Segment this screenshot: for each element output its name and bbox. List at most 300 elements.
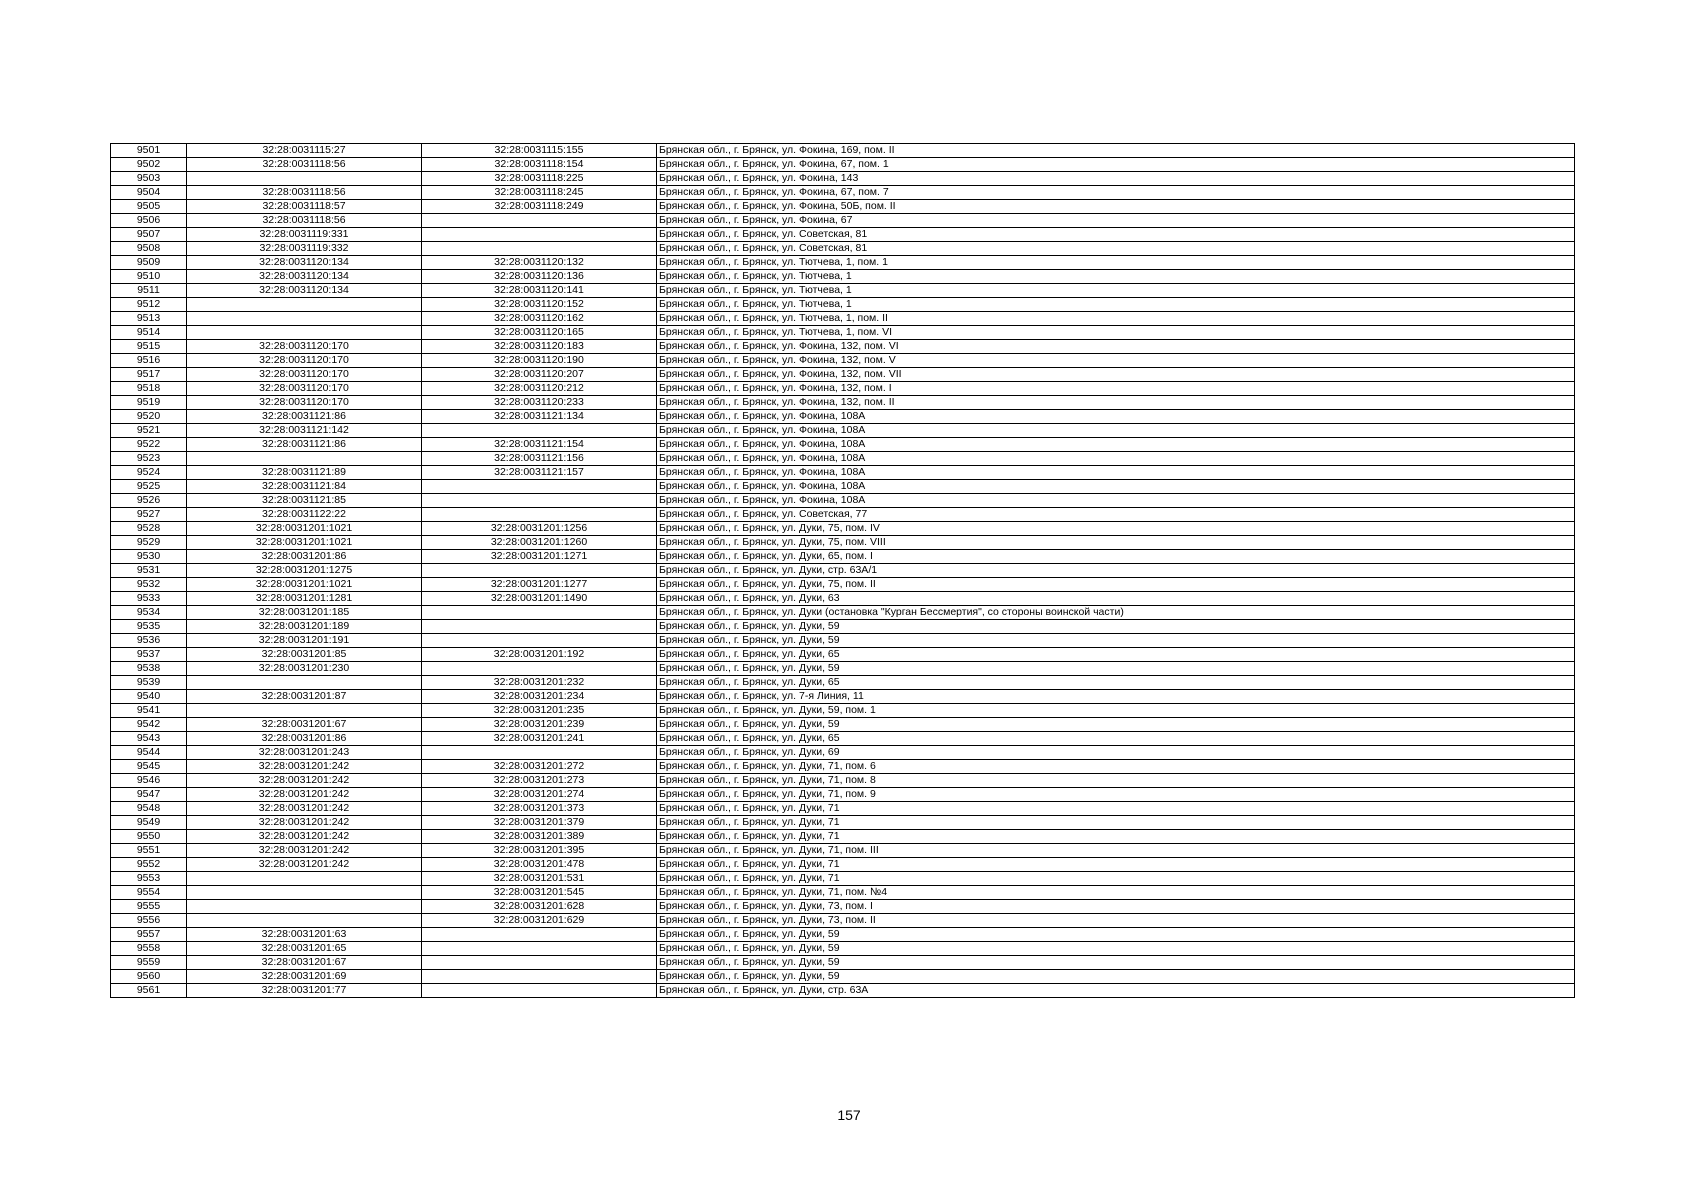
table-row	[111, 536, 1575, 550]
row-number-cell: 9503	[111, 172, 187, 186]
table-row	[111, 354, 1575, 368]
row-number-cell: 9501	[111, 144, 187, 158]
table-row	[111, 620, 1575, 634]
row-number-cell: 9523	[111, 452, 187, 466]
cadastral-number-cell	[422, 662, 657, 676]
cadastral-number-cell: 32:28:0031121:157	[422, 466, 657, 480]
row-number-cell: 9537	[111, 648, 187, 662]
row-number-cell: 9555	[111, 900, 187, 914]
parent-cadastral-number-cell: 32:28:0031201:242	[187, 844, 422, 858]
table-row	[111, 172, 1575, 186]
row-number-cell: 9545	[111, 760, 187, 774]
cadastral-number-cell: 32:28:0031201:628	[422, 900, 657, 914]
table-row	[111, 438, 1575, 452]
address-cell: Брянская обл., г. Брянск, ул. Дуки, 59	[657, 970, 1575, 984]
parent-cadastral-number-cell	[187, 914, 422, 928]
parent-cadastral-number-cell: 32:28:0031201:67	[187, 718, 422, 732]
row-number-cell: 9529	[111, 536, 187, 550]
address-cell: Брянская обл., г. Брянск, ул. Дуки, 71	[657, 802, 1575, 816]
cadastral-number-cell: 32:28:0031201:1271	[422, 550, 657, 564]
row-number-cell: 9561	[111, 984, 187, 998]
row-number-cell: 9543	[111, 732, 187, 746]
parent-cadastral-number-cell	[187, 676, 422, 690]
parent-cadastral-number-cell: 32:28:0031201:230	[187, 662, 422, 676]
parent-cadastral-number-cell: 32:28:0031201:1281	[187, 592, 422, 606]
table-row	[111, 550, 1575, 564]
table-row	[111, 578, 1575, 592]
table-row	[111, 480, 1575, 494]
cadastral-number-cell: 32:28:0031121:154	[422, 438, 657, 452]
address-cell: Брянская обл., г. Брянск, ул. Фокина, 67	[657, 214, 1575, 228]
cadastral-number-cell: 32:28:0031201:1260	[422, 536, 657, 550]
cadastral-number-cell	[422, 634, 657, 648]
cadastral-number-cell: 32:28:0031201:1256	[422, 522, 657, 536]
parent-cadastral-number-cell: 32:28:0031201:67	[187, 956, 422, 970]
row-number-cell: 9534	[111, 606, 187, 620]
table-row	[111, 914, 1575, 928]
address-cell: Брянская обл., г. Брянск, ул. Фокина, 132, пом. V	[657, 354, 1575, 368]
table-row	[111, 326, 1575, 340]
cadastral-number-cell: 32:28:0031201:241	[422, 732, 657, 746]
table-row	[111, 382, 1575, 396]
table-row	[111, 340, 1575, 354]
cadastral-number-cell: 32:28:0031201:1490	[422, 592, 657, 606]
parent-cadastral-number-cell: 32:28:0031120:134	[187, 284, 422, 298]
row-number-cell: 9548	[111, 802, 187, 816]
cadastral-number-cell: 32:28:0031118:245	[422, 186, 657, 200]
table-row	[111, 662, 1575, 676]
address-cell: Брянская обл., г. Брянск, ул. Дуки, 59	[657, 634, 1575, 648]
cadastral-number-cell: 32:28:0031118:154	[422, 158, 657, 172]
table-row	[111, 410, 1575, 424]
address-cell: Брянская обл., г. Брянск, ул. Тютчева, 1, пом. II	[657, 312, 1575, 326]
parent-cadastral-number-cell: 32:28:0031121:142	[187, 424, 422, 438]
row-number-cell: 9524	[111, 466, 187, 480]
parent-cadastral-number-cell: 32:28:0031118:57	[187, 200, 422, 214]
row-number-cell: 9525	[111, 480, 187, 494]
parent-cadastral-number-cell: 32:28:0031201:242	[187, 858, 422, 872]
address-cell: Брянская обл., г. Брянск, ул. Тютчева, 1, пом. 1	[657, 256, 1575, 270]
table-row	[111, 522, 1575, 536]
address-cell: Брянская обл., г. Брянск, ул. Дуки, 69	[657, 746, 1575, 760]
cadastral-number-cell: 32:28:0031118:225	[422, 172, 657, 186]
address-cell: Брянская обл., г. Брянск, ул. Фокина, 108А	[657, 438, 1575, 452]
row-number-cell: 9540	[111, 690, 187, 704]
table-row	[111, 144, 1575, 158]
cadastral-number-cell	[422, 494, 657, 508]
address-cell: Брянская обл., г. Брянск, ул. Фокина, 132, пом. VI	[657, 340, 1575, 354]
row-number-cell: 9536	[111, 634, 187, 648]
address-cell: Брянская обл., г. Брянск, ул. Дуки, 75, пом. II	[657, 578, 1575, 592]
table-row	[111, 844, 1575, 858]
cadastral-number-cell: 32:28:0031121:156	[422, 452, 657, 466]
parent-cadastral-number-cell	[187, 326, 422, 340]
row-number-cell: 9546	[111, 774, 187, 788]
table-row	[111, 284, 1575, 298]
table-row	[111, 900, 1575, 914]
parent-cadastral-number-cell: 32:28:0031120:170	[187, 340, 422, 354]
parent-cadastral-number-cell: 32:28:0031121:86	[187, 410, 422, 424]
parent-cadastral-number-cell: 32:28:0031201:242	[187, 816, 422, 830]
parent-cadastral-number-cell	[187, 872, 422, 886]
table-row	[111, 214, 1575, 228]
parent-cadastral-number-cell: 32:28:0031201:77	[187, 984, 422, 998]
parent-cadastral-number-cell: 32:28:0031201:69	[187, 970, 422, 984]
table-row	[111, 928, 1575, 942]
cadastral-number-cell	[422, 564, 657, 578]
address-cell: Брянская обл., г. Брянск, ул. Советская, 77	[657, 508, 1575, 522]
parent-cadastral-number-cell: 32:28:0031201:1021	[187, 536, 422, 550]
row-number-cell: 9550	[111, 830, 187, 844]
parent-cadastral-number-cell: 32:28:0031119:332	[187, 242, 422, 256]
address-cell: Брянская обл., г. Брянск, ул. Тютчева, 1	[657, 298, 1575, 312]
table-row	[111, 634, 1575, 648]
row-number-cell: 9539	[111, 676, 187, 690]
parent-cadastral-number-cell: 32:28:0031201:85	[187, 648, 422, 662]
address-cell: Брянская обл., г. Брянск, ул. Дуки (остановка "Курган Бессмертия", со стороны воинской части)	[657, 606, 1575, 620]
address-cell: Брянская обл., г. Брянск, ул. Дуки, 73, пом. I	[657, 900, 1575, 914]
parent-cadastral-number-cell	[187, 298, 422, 312]
row-number-cell: 9547	[111, 788, 187, 802]
address-cell: Брянская обл., г. Брянск, ул. Дуки, 71	[657, 858, 1575, 872]
row-number-cell: 9514	[111, 326, 187, 340]
cadastral-number-cell: 32:28:0031201:192	[422, 648, 657, 662]
address-cell: Брянская обл., г. Брянск, ул. Дуки, 71, пом. 6	[657, 760, 1575, 774]
cadastral-number-cell: 32:28:0031201:373	[422, 802, 657, 816]
row-number-cell: 9507	[111, 228, 187, 242]
address-cell: Брянская обл., г. Брянск, ул. Тютчева, 1	[657, 270, 1575, 284]
address-cell: Брянская обл., г. Брянск, ул. Дуки, 71	[657, 816, 1575, 830]
address-cell: Брянская обл., г. Брянск, ул. Фокина, 50Б, пом. II	[657, 200, 1575, 214]
cadastral-number-cell: 32:28:0031201:273	[422, 774, 657, 788]
row-number-cell: 9516	[111, 354, 187, 368]
cadastral-number-cell: 32:28:0031118:249	[422, 200, 657, 214]
cadastral-number-cell	[422, 606, 657, 620]
table-row	[111, 256, 1575, 270]
cadastral-number-cell	[422, 214, 657, 228]
cadastral-number-cell: 32:28:0031120:212	[422, 382, 657, 396]
row-number-cell: 9505	[111, 200, 187, 214]
cadastral-number-cell: 32:28:0031120:207	[422, 368, 657, 382]
address-cell: Брянская обл., г. Брянск, ул. Дуки, 75, пом. IV	[657, 522, 1575, 536]
cadastral-number-cell: 32:28:0031201:478	[422, 858, 657, 872]
table-row	[111, 466, 1575, 480]
parent-cadastral-number-cell: 32:28:0031121:84	[187, 480, 422, 494]
cadastral-number-cell	[422, 228, 657, 242]
row-number-cell: 9551	[111, 844, 187, 858]
table-row	[111, 858, 1575, 872]
row-number-cell: 9538	[111, 662, 187, 676]
parent-cadastral-number-cell: 32:28:0031201:63	[187, 928, 422, 942]
row-number-cell: 9559	[111, 956, 187, 970]
parent-cadastral-number-cell: 32:28:0031201:189	[187, 620, 422, 634]
row-number-cell: 9504	[111, 186, 187, 200]
table-row	[111, 606, 1575, 620]
parent-cadastral-number-cell: 32:28:0031201:242	[187, 802, 422, 816]
address-cell: Брянская обл., г. Брянск, ул. Дуки, стр. 63А	[657, 984, 1575, 998]
row-number-cell: 9533	[111, 592, 187, 606]
page-number: 157	[837, 1107, 861, 1123]
cadastral-number-cell: 32:28:0031201:232	[422, 676, 657, 690]
parent-cadastral-number-cell: 32:28:0031115:27	[187, 144, 422, 158]
address-cell: Брянская обл., г. Брянск, ул. Фокина, 108А	[657, 452, 1575, 466]
address-cell: Брянская обл., г. Брянск, ул. Дуки, 63	[657, 592, 1575, 606]
row-number-cell: 9544	[111, 746, 187, 760]
table-row	[111, 186, 1575, 200]
row-number-cell: 9528	[111, 522, 187, 536]
table-row	[111, 270, 1575, 284]
parent-cadastral-number-cell: 32:28:0031201:86	[187, 732, 422, 746]
row-number-cell: 9530	[111, 550, 187, 564]
table-row	[111, 298, 1575, 312]
address-cell: Брянская обл., г. Брянск, ул. Дуки, 75, пом. VIII	[657, 536, 1575, 550]
table-row	[111, 984, 1575, 998]
parent-cadastral-number-cell	[187, 172, 422, 186]
cadastral-number-cell: 32:28:0031121:134	[422, 410, 657, 424]
parent-cadastral-number-cell	[187, 452, 422, 466]
row-number-cell: 9512	[111, 298, 187, 312]
table-row	[111, 816, 1575, 830]
cadastral-number-cell: 32:28:0031201:235	[422, 704, 657, 718]
row-number-cell: 9558	[111, 942, 187, 956]
table-row	[111, 494, 1575, 508]
address-cell: Брянская обл., г. Брянск, ул. Фокина, 169, пом. II	[657, 144, 1575, 158]
cadastral-number-cell	[422, 984, 657, 998]
cadastral-number-cell	[422, 480, 657, 494]
table-row	[111, 970, 1575, 984]
table-row	[111, 830, 1575, 844]
address-cell: Брянская обл., г. Брянск, ул. Дуки, стр. 63А/1	[657, 564, 1575, 578]
address-cell: Брянская обл., г. Брянск, ул. Фокина, 108А	[657, 494, 1575, 508]
address-cell: Брянская обл., г. Брянск, ул. Дуки, 65	[657, 648, 1575, 662]
cadastral-number-cell: 32:28:0031201:531	[422, 872, 657, 886]
address-cell: Брянская обл., г. Брянск, ул. Фокина, 143	[657, 172, 1575, 186]
table-row	[111, 564, 1575, 578]
address-cell: Брянская обл., г. Брянск, ул. 7-я Линия, 11	[657, 690, 1575, 704]
table-row	[111, 368, 1575, 382]
row-number-cell: 9541	[111, 704, 187, 718]
parent-cadastral-number-cell: 32:28:0031122:22	[187, 508, 422, 522]
row-number-cell: 9557	[111, 928, 187, 942]
parent-cadastral-number-cell: 32:28:0031121:85	[187, 494, 422, 508]
cadastral-number-cell	[422, 242, 657, 256]
address-cell: Брянская обл., г. Брянск, ул. Дуки, 71, пом. 9	[657, 788, 1575, 802]
parent-cadastral-number-cell: 32:28:0031120:170	[187, 396, 422, 410]
row-number-cell: 9506	[111, 214, 187, 228]
table-row	[111, 774, 1575, 788]
parent-cadastral-number-cell: 32:28:0031201:191	[187, 634, 422, 648]
address-cell: Брянская обл., г. Брянск, ул. Дуки, 59	[657, 942, 1575, 956]
parent-cadastral-number-cell: 32:28:0031201:242	[187, 830, 422, 844]
row-number-cell: 9511	[111, 284, 187, 298]
parent-cadastral-number-cell: 32:28:0031120:170	[187, 368, 422, 382]
address-cell: Брянская обл., г. Брянск, ул. Дуки, 73, пом. II	[657, 914, 1575, 928]
cadastral-number-cell: 32:28:0031120:183	[422, 340, 657, 354]
row-number-cell: 9520	[111, 410, 187, 424]
parent-cadastral-number-cell: 32:28:0031201:1275	[187, 564, 422, 578]
address-cell: Брянская обл., г. Брянск, ул. Дуки, 59	[657, 928, 1575, 942]
row-number-cell: 9527	[111, 508, 187, 522]
parent-cadastral-number-cell	[187, 704, 422, 718]
address-cell: Брянская обл., г. Брянск, ул. Тютчева, 1	[657, 284, 1575, 298]
cadastral-number-cell: 32:28:0031201:234	[422, 690, 657, 704]
cadastral-number-cell: 32:28:0031201:272	[422, 760, 657, 774]
address-cell: Брянская обл., г. Брянск, ул. Фокина, 67, пом. 1	[657, 158, 1575, 172]
parent-cadastral-number-cell: 32:28:0031120:134	[187, 270, 422, 284]
table-body	[111, 144, 1575, 998]
parent-cadastral-number-cell: 32:28:0031201:86	[187, 550, 422, 564]
row-number-cell: 9560	[111, 970, 187, 984]
row-number-cell: 9508	[111, 242, 187, 256]
table-row	[111, 872, 1575, 886]
cadastral-number-cell	[422, 942, 657, 956]
table-row	[111, 648, 1575, 662]
parent-cadastral-number-cell: 32:28:0031120:170	[187, 354, 422, 368]
table-row	[111, 718, 1575, 732]
cadastral-number-cell: 32:28:0031120:165	[422, 326, 657, 340]
address-cell: Брянская обл., г. Брянск, ул. Фокина, 132, пом. II	[657, 396, 1575, 410]
address-cell: Брянская обл., г. Брянск, ул. Дуки, 71, пом. №4	[657, 886, 1575, 900]
cadastral-number-cell	[422, 620, 657, 634]
cadastral-number-cell: 32:28:0031201:379	[422, 816, 657, 830]
cadastral-number-cell: 32:28:0031120:162	[422, 312, 657, 326]
cadastral-number-cell: 32:28:0031201:545	[422, 886, 657, 900]
table-row	[111, 592, 1575, 606]
row-number-cell: 9521	[111, 424, 187, 438]
parent-cadastral-number-cell	[187, 900, 422, 914]
table-row	[111, 424, 1575, 438]
address-cell: Брянская обл., г. Брянск, ул. Фокина, 108А	[657, 466, 1575, 480]
parent-cadastral-number-cell: 32:28:0031201:65	[187, 942, 422, 956]
cadastral-number-cell: 32:28:0031120:132	[422, 256, 657, 270]
row-number-cell: 9556	[111, 914, 187, 928]
cadastral-number-cell	[422, 746, 657, 760]
row-number-cell: 9502	[111, 158, 187, 172]
cadastral-number-cell: 32:28:0031201:395	[422, 844, 657, 858]
address-cell: Брянская обл., г. Брянск, ул. Дуки, 59, пом. 1	[657, 704, 1575, 718]
address-cell: Брянская обл., г. Брянск, ул. Дуки, 71	[657, 830, 1575, 844]
row-number-cell: 9552	[111, 858, 187, 872]
address-cell: Брянская обл., г. Брянск, ул. Тютчева, 1, пом. VI	[657, 326, 1575, 340]
cadastral-number-cell: 32:28:0031201:389	[422, 830, 657, 844]
row-number-cell: 9522	[111, 438, 187, 452]
address-cell: Брянская обл., г. Брянск, ул. Фокина, 132, пом. I	[657, 382, 1575, 396]
address-cell: Брянская обл., г. Брянск, ул. Дуки, 59	[657, 620, 1575, 634]
cadastral-number-cell: 32:28:0031120:141	[422, 284, 657, 298]
table-row	[111, 200, 1575, 214]
table-row	[111, 508, 1575, 522]
row-number-cell: 9515	[111, 340, 187, 354]
cadastral-number-cell: 32:28:0031201:274	[422, 788, 657, 802]
cadastral-number-cell: 32:28:0031120:136	[422, 270, 657, 284]
address-cell: Брянская обл., г. Брянск, ул. Дуки, 65, пом. I	[657, 550, 1575, 564]
parent-cadastral-number-cell: 32:28:0031121:86	[187, 438, 422, 452]
parent-cadastral-number-cell: 32:28:0031120:134	[187, 256, 422, 270]
parent-cadastral-number-cell: 32:28:0031201:1021	[187, 578, 422, 592]
cadastral-number-cell	[422, 424, 657, 438]
table-row	[111, 228, 1575, 242]
row-number-cell: 9532	[111, 578, 187, 592]
property-table	[110, 143, 1575, 998]
table-row	[111, 886, 1575, 900]
cadastral-number-cell	[422, 970, 657, 984]
parent-cadastral-number-cell: 32:28:0031118:56	[187, 186, 422, 200]
table-row	[111, 956, 1575, 970]
row-number-cell: 9518	[111, 382, 187, 396]
parent-cadastral-number-cell: 32:28:0031118:56	[187, 158, 422, 172]
table-row	[111, 732, 1575, 746]
parent-cadastral-number-cell	[187, 312, 422, 326]
parent-cadastral-number-cell: 32:28:0031201:1021	[187, 522, 422, 536]
address-cell: Брянская обл., г. Брянск, ул. Дуки, 59	[657, 956, 1575, 970]
address-cell: Брянская обл., г. Брянск, ул. Дуки, 65	[657, 676, 1575, 690]
address-cell: Брянская обл., г. Брянск, ул. Фокина, 108А	[657, 410, 1575, 424]
parent-cadastral-number-cell: 32:28:0031201:243	[187, 746, 422, 760]
parent-cadastral-number-cell: 32:28:0031201:242	[187, 760, 422, 774]
table-row	[111, 676, 1575, 690]
table-row	[111, 396, 1575, 410]
table-row	[111, 690, 1575, 704]
address-cell: Брянская обл., г. Брянск, ул. Дуки, 59	[657, 662, 1575, 676]
table-row	[111, 802, 1575, 816]
row-number-cell: 9531	[111, 564, 187, 578]
parent-cadastral-number-cell: 32:28:0031201:242	[187, 774, 422, 788]
row-number-cell: 9509	[111, 256, 187, 270]
table-row	[111, 760, 1575, 774]
cadastral-number-cell: 32:28:0031120:190	[422, 354, 657, 368]
parent-cadastral-number-cell: 32:28:0031201:242	[187, 788, 422, 802]
address-cell: Брянская обл., г. Брянск, ул. Дуки, 71, пом. 8	[657, 774, 1575, 788]
cadastral-number-cell: 32:28:0031120:152	[422, 298, 657, 312]
row-number-cell: 9519	[111, 396, 187, 410]
address-cell: Брянская обл., г. Брянск, ул. Фокина, 108А	[657, 424, 1575, 438]
address-cell: Брянская обл., г. Брянск, ул. Фокина, 108А	[657, 480, 1575, 494]
address-cell: Брянская обл., г. Брянск, ул. Дуки, 71	[657, 872, 1575, 886]
cadastral-number-cell: 32:28:0031201:1277	[422, 578, 657, 592]
row-number-cell: 9549	[111, 816, 187, 830]
row-number-cell: 9517	[111, 368, 187, 382]
table-row	[111, 312, 1575, 326]
address-cell: Брянская обл., г. Брянск, ул. Советская, 81	[657, 228, 1575, 242]
row-number-cell: 9526	[111, 494, 187, 508]
address-cell: Брянская обл., г. Брянск, ул. Дуки, 59	[657, 718, 1575, 732]
address-cell: Брянская обл., г. Брянск, ул. Фокина, 132, пом. VII	[657, 368, 1575, 382]
parent-cadastral-number-cell: 32:28:0031201:87	[187, 690, 422, 704]
cadastral-number-cell: 32:28:0031201:629	[422, 914, 657, 928]
parent-cadastral-number-cell	[187, 886, 422, 900]
table-row	[111, 452, 1575, 466]
parent-cadastral-number-cell: 32:28:0031118:56	[187, 214, 422, 228]
table-row	[111, 242, 1575, 256]
address-cell: Брянская обл., г. Брянск, ул. Дуки, 65	[657, 732, 1575, 746]
cadastral-number-cell: 32:28:0031201:239	[422, 718, 657, 732]
cadastral-number-cell: 32:28:0031120:233	[422, 396, 657, 410]
row-number-cell: 9553	[111, 872, 187, 886]
table-row	[111, 788, 1575, 802]
cadastral-number-cell	[422, 508, 657, 522]
cadastral-number-cell	[422, 956, 657, 970]
address-cell: Брянская обл., г. Брянск, ул. Советская, 81	[657, 242, 1575, 256]
row-number-cell: 9535	[111, 620, 187, 634]
table-row	[111, 942, 1575, 956]
row-number-cell: 9513	[111, 312, 187, 326]
parent-cadastral-number-cell: 32:28:0031119:331	[187, 228, 422, 242]
cadastral-number-cell: 32:28:0031115:155	[422, 144, 657, 158]
row-number-cell: 9542	[111, 718, 187, 732]
row-number-cell: 9510	[111, 270, 187, 284]
parent-cadastral-number-cell: 32:28:0031121:89	[187, 466, 422, 480]
cadastral-number-cell	[422, 928, 657, 942]
